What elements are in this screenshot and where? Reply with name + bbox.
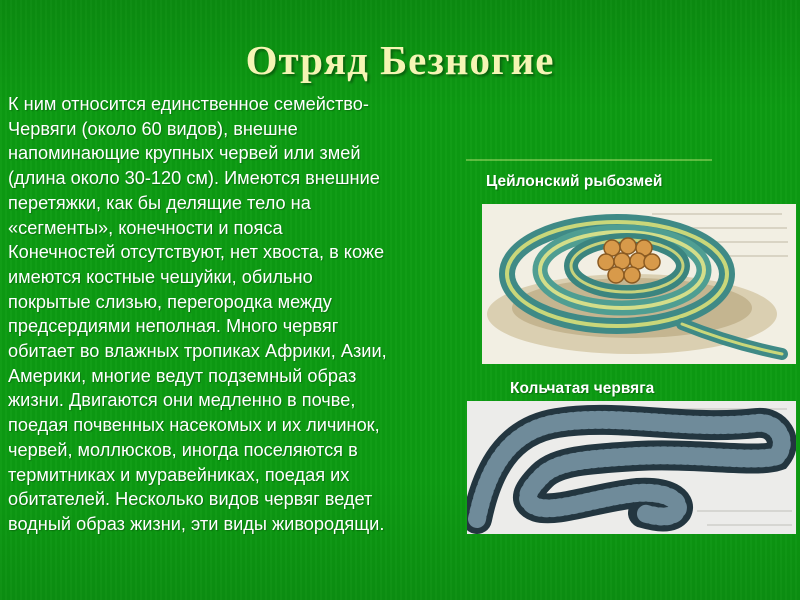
caption-ceylon-caecilian: Цейлонский рыбозмей bbox=[486, 173, 663, 190]
slide-title: Отряд Безногие bbox=[245, 37, 555, 83]
slide-body-text: К ним относится единственное семейство- Червяги (около 60 видов), внешне напоминающие крупных червей или змей (длина около 30-120 см). Имеются внешние перетяжки, как бы делящие тело на «сегменты», конечности и пояса Конечностей отсутствуют, нет хвоста, в коже имеются костные чешуйки, обильно покрытые слизью, перегородка между предсердиями неполная. Много червяг обитает во влажных тропиках Африки, Азии, Америки, многие ведут подземный образ жизни. Двигаются они медленно в почве, поедая почвенных насекомых и их личинок, червей, моллюсков, иногда поселяются в термитниках и муравейниках, поедая их обитателей. Несколько видов червяг ведет водный образ жизни, эти виды живородящи. bbox=[8, 94, 387, 534]
ringed-caecilian-image bbox=[467, 401, 796, 534]
divider-line bbox=[466, 159, 712, 161]
ceylon-caecilian-image bbox=[482, 204, 796, 364]
caption-ringed-caecilian: Кольчатая червяга bbox=[510, 380, 655, 397]
